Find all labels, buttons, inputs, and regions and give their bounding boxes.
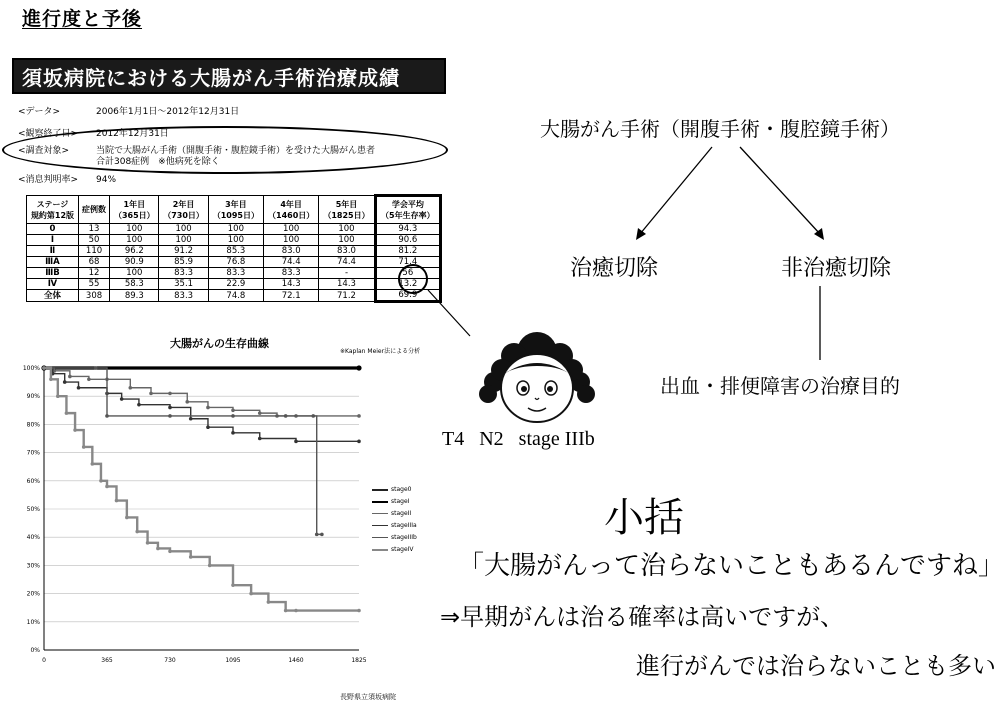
data-point-stageIV bbox=[73, 428, 77, 432]
data-point-stageII bbox=[185, 400, 189, 404]
arrow-line-left bbox=[640, 147, 712, 234]
data-point-stageIIIa bbox=[120, 397, 124, 401]
patient-face-icon bbox=[478, 330, 596, 428]
table-cell: 110 bbox=[78, 246, 109, 257]
data-point-stageIV bbox=[99, 479, 103, 483]
header-year4: 4年目 （1460日） bbox=[264, 196, 319, 224]
data-point-stageIIIa bbox=[231, 431, 235, 435]
average-cell: 69.9 bbox=[375, 290, 440, 302]
table-cell: 74.4 bbox=[319, 257, 375, 268]
data-point-stageIV bbox=[267, 600, 271, 604]
data-point-stageIIIa bbox=[77, 386, 81, 390]
legend-swatch bbox=[372, 489, 388, 491]
data-point-stageIV bbox=[91, 462, 95, 466]
stage-cell: Ⅰ bbox=[27, 235, 79, 246]
legend-label: stageI bbox=[391, 498, 410, 505]
data-point-stageII bbox=[258, 411, 262, 415]
header-stage: ステージ 規約第12版 bbox=[27, 196, 79, 224]
data-point-stageIV bbox=[294, 609, 298, 613]
data-point-stageIIIb bbox=[311, 414, 315, 418]
average-cell: 56 bbox=[375, 268, 440, 279]
stage-cell: Ⅳ bbox=[27, 279, 79, 290]
average-cell: 13.2 bbox=[375, 279, 440, 290]
table-cell: 83.0 bbox=[319, 246, 375, 257]
legend-item bbox=[372, 520, 417, 532]
data-point-stageIIIa bbox=[294, 440, 298, 444]
summary-line-2: 進行がんでは治らないことも多い bbox=[636, 652, 996, 680]
meta-value: 2012年12月31日 bbox=[96, 129, 169, 139]
stage-cell: ⅢA bbox=[27, 257, 79, 268]
data-point-stageIIIa bbox=[189, 417, 193, 421]
table-cell: 100 bbox=[208, 224, 263, 235]
data-point-stageIV bbox=[156, 547, 160, 551]
table-cell: 68 bbox=[78, 257, 109, 268]
data-point-stageII bbox=[149, 392, 153, 396]
meta-key: <観察終了日> bbox=[18, 129, 79, 139]
header-year3: 3年目 （1095日） bbox=[208, 196, 263, 224]
table-cell: 90.9 bbox=[110, 257, 159, 268]
table-cell: 100 bbox=[208, 235, 263, 246]
data-point-stageII bbox=[168, 392, 172, 396]
average-cell: 71.4 bbox=[375, 257, 440, 268]
table-cell: 50 bbox=[78, 235, 109, 246]
table-cell: 74.4 bbox=[264, 257, 319, 268]
meta-key: <調査対象> bbox=[18, 146, 70, 156]
data-point-stageIIIa bbox=[357, 440, 361, 444]
data-point-stageIV bbox=[42, 366, 46, 370]
y-tick-label: 80% bbox=[26, 421, 40, 429]
table-cell: 85.9 bbox=[159, 257, 208, 268]
y-tick-label: 40% bbox=[26, 534, 40, 542]
chart-legend bbox=[372, 484, 417, 556]
data-point-stageIV bbox=[125, 516, 129, 520]
table-cell: 35.1 bbox=[159, 279, 208, 290]
stage-cell: Ⅱ bbox=[27, 246, 79, 257]
data-point-stageIIIb bbox=[105, 414, 109, 418]
stage-cell: 全体 bbox=[27, 290, 79, 302]
pointer-line bbox=[428, 290, 470, 336]
table-cell: 71.2 bbox=[319, 290, 375, 302]
table-cell: 89.3 bbox=[110, 290, 159, 302]
patient-stage-label: T4 N2 stage IIIb bbox=[442, 428, 595, 450]
data-point-stageII bbox=[206, 406, 210, 410]
series-line-stageII bbox=[44, 368, 359, 416]
meta-key: <データ> bbox=[18, 107, 61, 117]
table-cell: 58.3 bbox=[110, 279, 159, 290]
table-cell: 85.3 bbox=[208, 246, 263, 257]
stage-cell: 0 bbox=[27, 224, 79, 235]
table-cell: 55 bbox=[78, 279, 109, 290]
x-tick-label: 730 bbox=[164, 657, 176, 664]
y-tick-label: 20% bbox=[26, 590, 40, 598]
y-tick-label: 60% bbox=[26, 477, 40, 485]
hospital-banner: 須坂病院における大腸がん手術治療成績 bbox=[12, 58, 446, 94]
table-cell: 100 bbox=[110, 235, 159, 246]
table-cell: 100 bbox=[110, 224, 159, 235]
table-cell: 83.0 bbox=[264, 246, 319, 257]
x-tick-label: 0 bbox=[42, 657, 46, 664]
meta-value: 合計308症例 ※他病死を除く bbox=[96, 157, 220, 167]
table-cell: 83.3 bbox=[208, 268, 263, 279]
table-cell: 74.8 bbox=[208, 290, 263, 302]
y-tick-label: 90% bbox=[26, 393, 40, 401]
data-point-stageIV bbox=[189, 555, 193, 559]
flow-surgery: 大腸がん手術（開腹手術・腹腔鏡手術） bbox=[540, 117, 900, 141]
table-cell: 100 bbox=[159, 235, 208, 246]
table-cell: 83.3 bbox=[159, 290, 208, 302]
data-point-stageIIIa bbox=[137, 403, 141, 407]
legend-swatch bbox=[372, 525, 388, 526]
legend-swatch bbox=[372, 549, 388, 551]
x-tick-label: 365 bbox=[101, 657, 113, 664]
legend-item bbox=[372, 496, 417, 508]
table-cell: 91.2 bbox=[159, 246, 208, 257]
data-point-stageIV bbox=[357, 609, 361, 613]
legend-swatch bbox=[372, 501, 388, 503]
data-point-stageIIIb bbox=[320, 533, 324, 537]
meta-value: 当院で大腸がん手術（開腹手術・腹腔鏡手術）を受けた大腸がん患者 bbox=[96, 146, 376, 156]
data-point-stageIIIa bbox=[258, 437, 262, 441]
data-point-stageIV bbox=[208, 564, 212, 568]
legend-swatch bbox=[372, 537, 388, 538]
header-cases: 症例数 bbox=[78, 196, 109, 224]
data-point-stageIIIa bbox=[206, 425, 210, 429]
legend-item bbox=[372, 484, 417, 496]
summary-line-1: ⇒早期がんは治る確率は高いですが、 bbox=[440, 603, 845, 631]
data-point-stageIV bbox=[56, 394, 60, 398]
legend-swatch bbox=[372, 513, 388, 514]
table-cell: 13 bbox=[78, 224, 109, 235]
average-cell: 90.6 bbox=[375, 235, 440, 246]
table-cell: 100 bbox=[319, 224, 375, 235]
data-point-stageIV bbox=[168, 550, 172, 554]
data-point-stageIIIa bbox=[168, 406, 172, 410]
flow-curative-resection: 治癒切除 bbox=[570, 256, 659, 281]
data-point-stageIV bbox=[49, 377, 53, 381]
y-tick-label: 50% bbox=[26, 506, 40, 513]
data-point-stageI bbox=[356, 365, 361, 370]
y-tick-label: 0% bbox=[30, 647, 40, 654]
chart-credit: 長野県立須坂病院 bbox=[340, 693, 396, 701]
table-cell: 72.1 bbox=[264, 290, 319, 302]
legend-label: stageII bbox=[391, 510, 412, 517]
data-point-stageIIIa bbox=[63, 380, 67, 384]
arrow-line-right bbox=[740, 147, 820, 234]
data-point-stageIV bbox=[105, 485, 109, 489]
table-cell: 22.9 bbox=[208, 279, 263, 290]
table-cell: 100 bbox=[264, 235, 319, 246]
legend-item bbox=[372, 532, 417, 544]
summary-title: 小括 bbox=[604, 495, 684, 541]
flow-noncurative-resection: 非治癒切除 bbox=[781, 256, 892, 281]
data-point-stageIIIb bbox=[284, 414, 288, 418]
legend-item bbox=[372, 544, 417, 556]
legend-label: stageIIIb bbox=[391, 534, 417, 541]
table-cell: 100 bbox=[264, 224, 319, 235]
average-cell: 94.3 bbox=[375, 224, 440, 235]
series-line-stageIV bbox=[44, 368, 359, 611]
x-tick-label: 1825 bbox=[351, 657, 367, 664]
stage-cell: ⅢB bbox=[27, 268, 79, 279]
table-cell: 76.8 bbox=[208, 257, 263, 268]
page-title: 進行度と予後 bbox=[22, 8, 143, 30]
data-point-stageIIIb bbox=[94, 366, 98, 370]
meta-value: 2006年1月1日～2012年12月31日 bbox=[96, 107, 240, 117]
x-tick-label: 1460 bbox=[288, 657, 304, 664]
table-cell: 100 bbox=[110, 268, 159, 279]
table-cell: 308 bbox=[78, 290, 109, 302]
meta-key: <消息判明率> bbox=[18, 175, 79, 185]
meta-value: 94% bbox=[96, 175, 117, 185]
arrow-head-left bbox=[636, 228, 646, 240]
table-cell: 100 bbox=[159, 224, 208, 235]
summary-quote: 「大腸がんって治らないこともあるんですね」 bbox=[458, 551, 1004, 581]
table-cell: 96.2 bbox=[110, 246, 159, 257]
data-point-stageIV bbox=[115, 499, 119, 503]
data-point-stageIV bbox=[249, 592, 253, 596]
legend-item bbox=[372, 508, 417, 520]
data-point-stageII bbox=[357, 414, 361, 418]
header-year1: 1年目 （365日） bbox=[110, 196, 159, 224]
header-year5: 5年目 （1825日） bbox=[319, 196, 375, 224]
y-tick-label: 30% bbox=[26, 562, 40, 570]
data-point-stageIV bbox=[135, 530, 139, 534]
flow-palliative-purpose: 出血・排便障害の治療目的 bbox=[660, 374, 900, 398]
data-point-stageIV bbox=[231, 583, 235, 587]
data-point-stageII bbox=[231, 409, 235, 413]
table-cell: 14.3 bbox=[264, 279, 319, 290]
table-cell: 83.3 bbox=[264, 268, 319, 279]
y-tick-label: 100% bbox=[22, 365, 40, 372]
table-cell: 100 bbox=[319, 235, 375, 246]
legend-label: stageIV bbox=[391, 546, 414, 553]
table-cell: 83.3 bbox=[159, 268, 208, 279]
data-point-stageII bbox=[87, 377, 91, 381]
header-society-average: 学会平均 （5年生存率） bbox=[375, 196, 440, 224]
y-tick-label: 10% bbox=[26, 618, 40, 626]
data-point-stageIIIb bbox=[315, 533, 319, 537]
survival-chart bbox=[14, 352, 367, 672]
legend-label: stage0 bbox=[391, 486, 412, 493]
legend-label: stageIIIa bbox=[391, 522, 417, 529]
data-point-stageIIIb bbox=[231, 414, 235, 418]
chart-note: ※Kaplan Meier法による分析 bbox=[340, 348, 421, 355]
average-cell: 81.2 bbox=[375, 246, 440, 257]
data-point-stageIV bbox=[82, 445, 86, 449]
data-point-stageII bbox=[68, 375, 72, 379]
y-tick-label: 70% bbox=[26, 449, 40, 457]
data-point-stageIV bbox=[65, 411, 69, 415]
table-cell: 12 bbox=[78, 268, 109, 279]
table-cell: 14.3 bbox=[319, 279, 375, 290]
data-point-stageIV bbox=[284, 609, 288, 613]
x-tick-label: 1095 bbox=[225, 657, 241, 664]
header-year2: 2年目 （730日） bbox=[159, 196, 208, 224]
data-point-stageIV bbox=[146, 541, 150, 545]
chart-title: 大腸がんの生存曲線 bbox=[170, 337, 269, 350]
data-point-stageIIIb bbox=[168, 414, 172, 418]
data-point-stageII bbox=[129, 386, 133, 390]
table-cell: - bbox=[319, 268, 375, 279]
